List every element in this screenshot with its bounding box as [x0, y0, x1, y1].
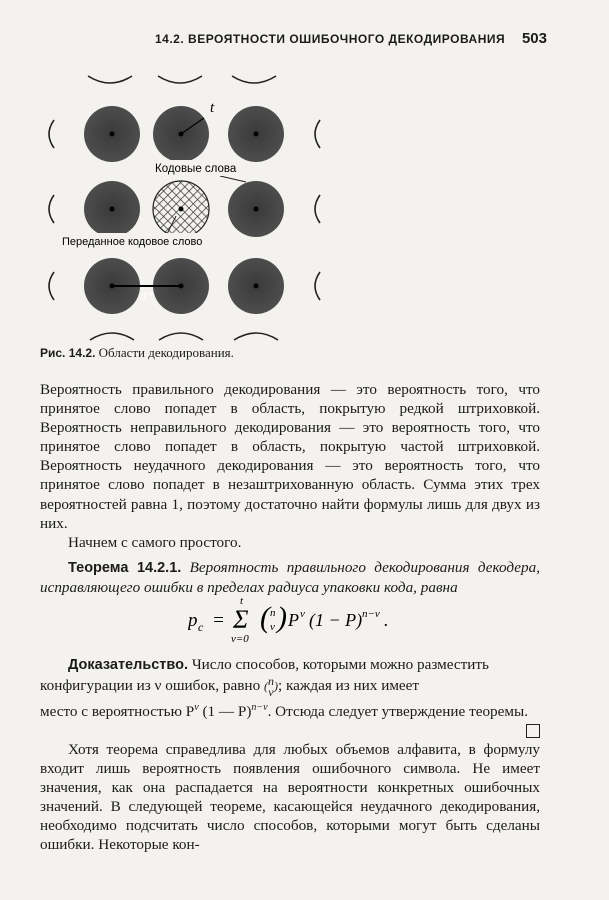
formula-pc [188, 590, 408, 646]
svg-text:): ) [277, 601, 287, 634]
arc-right-2 [315, 195, 320, 223]
arc-bottom-3 [234, 333, 278, 340]
svg-text:ν: ν [270, 621, 275, 633]
proof-block [40, 655, 540, 738]
running-header [155, 30, 547, 47]
svg-text:n: n [270, 607, 276, 619]
arc-right-1 [315, 120, 320, 148]
svg-text:c: c [198, 620, 204, 634]
label-transmitted: Переданное кодовое слово [62, 236, 203, 248]
theorem-statement: Вероятность правильного декодирования декодера, исправляющего ошибки в пределах радиуса упаковки кода, равна [40, 558, 540, 596]
proof-line-2: конфигурации из ν ошибок, равно (n ν); каждая из них имеет [40, 673, 420, 699]
caption-prefix: Рис. 14.2. [40, 346, 96, 360]
arc-right-3 [315, 272, 320, 300]
proof-line-3: место с вероятностью $P^\nu$ (1 — P)$^{n-\nu}$. Отсюда следует утверждение теоремы. [40, 698, 540, 721]
svg-text:t: t [240, 595, 244, 607]
svg-text:P: P [288, 610, 299, 630]
arc-left-2 [49, 195, 54, 223]
running-title: 14.2. ВЕРОЯТНОСТИ ОШИБОЧНОГО ДЕКОДИРОВАНИЯ [155, 32, 506, 46]
arc-left-1 [49, 120, 54, 148]
codeword-dot [110, 207, 115, 212]
qed-square-icon [526, 724, 540, 738]
label-radius-t: t [210, 100, 215, 116]
svg-text:ν: ν [300, 608, 305, 620]
paragraph-start-simple: Начнем с самого простого. [68, 533, 242, 551]
arc-bottom-1 [90, 333, 134, 340]
arc-top-1 [88, 76, 132, 83]
svg-text:.: . [384, 610, 389, 630]
proof-line-1: Доказательство. Число способов, которыми можно разместить [68, 656, 489, 673]
label-codewords: Кодовые слова [155, 163, 237, 175]
arc-left-3 [49, 272, 54, 300]
codeword-dot [254, 207, 259, 212]
arc-top-2 [158, 76, 202, 83]
arc-bottom-2 [159, 333, 203, 340]
proof-title: Доказательство. [68, 657, 189, 673]
decoding-regions-figure [40, 68, 340, 348]
codeword-dot [110, 132, 115, 137]
page-number: 503 [521, 30, 547, 47]
theorem-title: Теорема 14.2.1. [68, 559, 182, 576]
codeword-dot [254, 284, 259, 289]
svg-text:Σ: Σ [233, 605, 249, 634]
pointer-codewords [220, 176, 246, 182]
figure-caption [40, 345, 234, 361]
svg-text:(1 − P): (1 − P) [309, 610, 363, 630]
paragraph-theorem-remark: Хотя теорема справедлива для любых объемов алфавита, в формулу входит лишь вероятность появления ошибочного символа. Не имеет значения, как она распадается на вероятности конкретных ошибочных значений. В следующей теореме, касающейся неудачного декодирования, необходимо подсчитать число способов, которыми могут быть сделаны ошибки. Некоторые кон- [40, 741, 540, 854]
svg-text:=: = [212, 610, 225, 631]
caption-text: Области декодирования. [98, 345, 234, 360]
body-text-block-2 [40, 740, 540, 855]
svg-text:(: ( [260, 601, 270, 634]
arc-top-3 [232, 76, 276, 83]
svg-text:ν=0: ν=0 [231, 633, 249, 645]
svg-text:p: p [188, 610, 198, 631]
svg-text:n−ν: n−ν [362, 608, 380, 620]
paragraph-probabilities: Вероятность правильного декодирования — это вероятность того, что принятое слово попадет в область, покрытую редкой штриховкой. Вероятность неправильного декодирования — это вероятность того, что принятое слово попадет в область, покрытую частой штриховкой. Вероятность неудачного декодирования — это вероятность того, что принятое слово попадет в незаштрихованную область. Сумма этих трех вероятностей равна 1, поэтому достаточно найти формулы лишь для двух из них. [40, 381, 540, 532]
codeword-dot [254, 132, 259, 137]
label-distance: d* [140, 288, 153, 303]
codeword-dot [179, 207, 184, 212]
body-text-block-1 [40, 380, 540, 597]
